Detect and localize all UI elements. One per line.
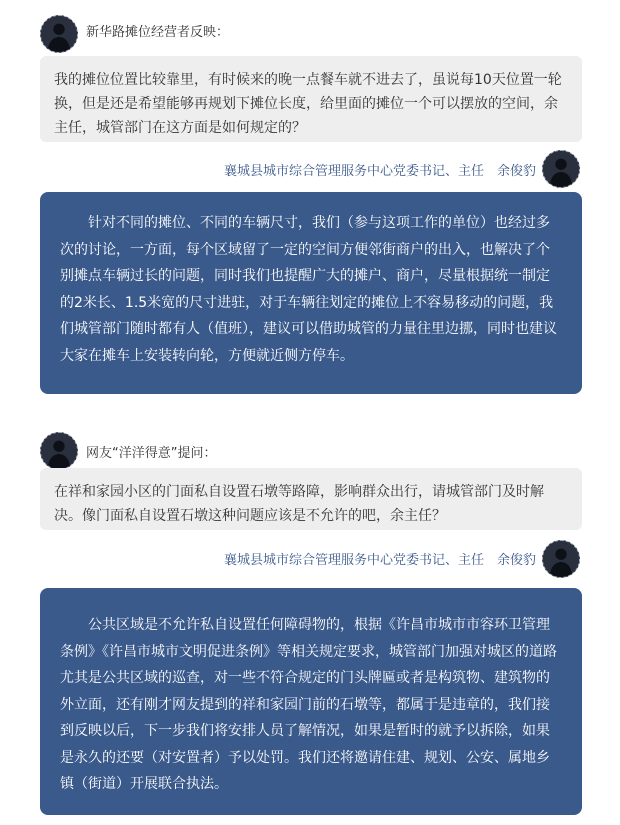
question-bubble [40,468,582,530]
asker-avatar [40,432,78,470]
answerer-avatar [542,540,580,578]
person-silhouette-icon [543,541,579,577]
asker-label: 网友“洋洋得意”提问： [86,446,217,461]
asker-label: 新华路摊位经营者反映： [86,25,230,40]
answer-text: 针对不同的摊位、不同的车辆尺寸，我们（参与这项工作的单位）也经过多次的讨论，一方面，每个区域留了一定的空间方便邻街商户的出入，也解决了个别摊点车辆过长的问题，同时我们也提醒广大的摊户、商户，尽量根据统一制定的2米长、1.5米宽的尺寸进驻，对于车辆往划定的摊位上不容易移动的问题，我们城管部门随时都有人（值班），建议可以借助城管的力量往里边挪，同时也建议大家在摊车上安装转向轮，方便就近侧方停车。 [60,215,557,364]
person-silhouette-icon [41,16,77,52]
answer-bubble [40,192,582,394]
question-text: 我的摊位位置比较靠里，有时候来的晚一点餐车就不进去了，虽说每10天位置一轮换，但是还是希望能够再规划下摊位长度，给里面的摊位一个可以摆放的空间，余主任，城管部门在这方面是如何规定的？ [54,72,562,136]
question-text: 在祥和家园小区的门面私自设置石墩等路障，影响群众出行，请城管部门及时解决。像门面私自设置石墩这种问题应该是不允许的吧，余主任？ [54,484,544,524]
answer-text: 公共区域是不允许私自设置任何障碍物的，根据《许昌市城市市容环卫管理条例》《许昌市城市文明促进条例》等相关规定要求，城管部门加强对城区的道路尤其是公共区域的巡查，对一些不符合规定的门头牌匾或者是构筑物、建筑物的外立面，还有刚才网友提到的祥和家园门前的石墩等，都属于是违章的，我们接到反映以后，下一步我们将安排人员了解情况，如果是暂时的就予以拆除，如果是永久的还要（对安置者）予以处罚。我们还将邀请住建、规划、公安、属地乡镇（街道）开展联合执法。 [60,617,557,792]
answerer-label: 襄城县城市综合管理服务中心党委书记、主任 余俊豹 [223,164,536,179]
person-silhouette-icon [41,433,77,469]
question-bubble [40,56,582,142]
answerer-avatar [542,150,580,188]
answerer-label: 襄城县城市综合管理服务中心党委书记、主任 余俊豹 [223,553,536,568]
answer-bubble [40,588,582,815]
asker-avatar [40,15,78,53]
person-silhouette-icon [543,151,579,187]
